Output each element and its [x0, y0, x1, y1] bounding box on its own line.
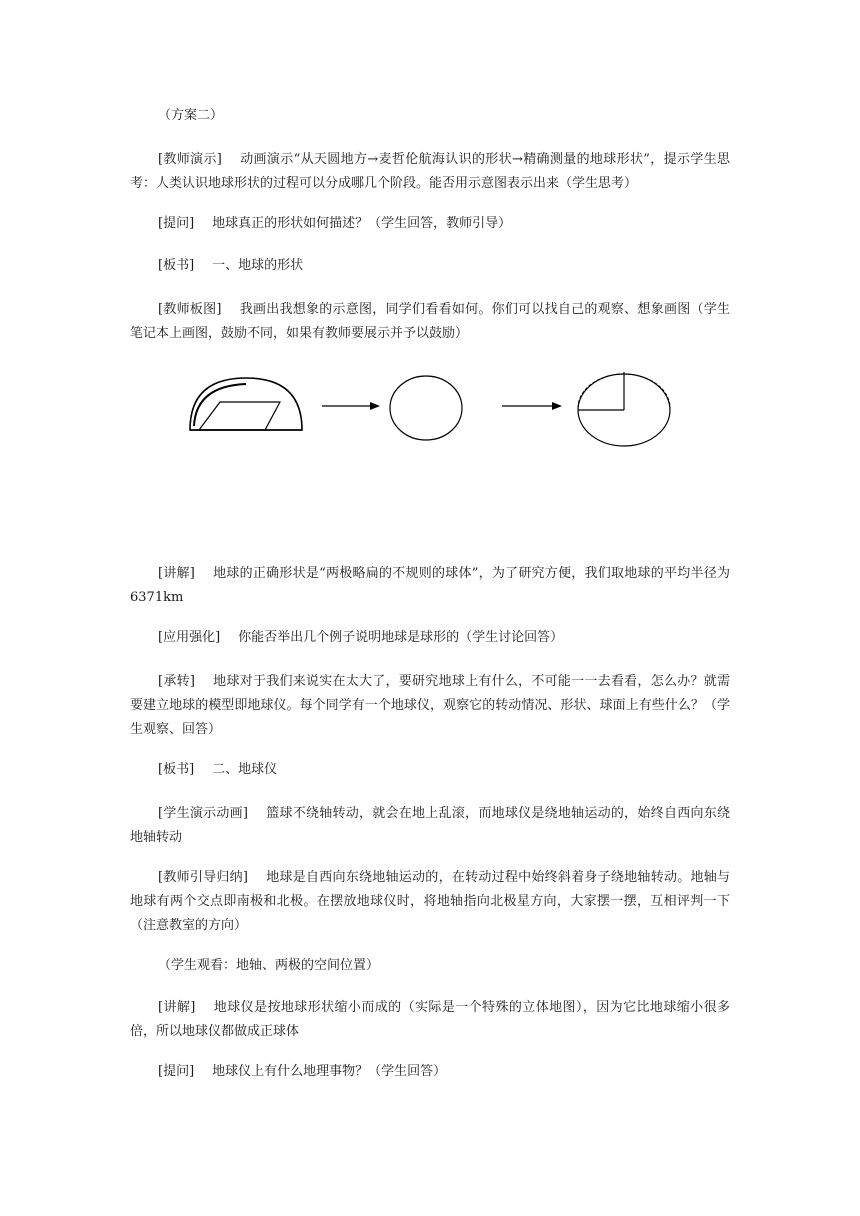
- paragraph-tag: [提问]: [158, 1064, 195, 1079]
- oblate-spheroid-shape: [578, 372, 670, 446]
- paragraph-tag: [板书]: [158, 258, 195, 273]
- paragraph-tag: [提问]: [158, 216, 195, 231]
- paragraph-text: 地球仪是按地球形状缩小而成的（实际是一个特殊的立体地图），因为它比地球缩小很多倍，所以地球仪都做成正球体: [130, 1000, 730, 1039]
- dome-shape: [190, 378, 302, 430]
- paragraph-student-demo: [130, 802, 730, 850]
- paragraph-plan-two: [130, 104, 730, 128]
- square-earth-shape: [199, 402, 280, 430]
- paragraph-tag: [承转]: [158, 674, 195, 689]
- paragraph-tag: [学生演示动画]: [158, 806, 248, 821]
- paragraph-text: 地球是自西向东绕地轴运动的，在转动过程中始终斜着身子绕地轴转动。地轴与地球有两个交点即南极和北极。在摆放地球仪时，将地轴指向北极星方向，大家摆一摆，互相评判一下（注意教室的方向）: [130, 870, 730, 933]
- paragraph-board-2: [130, 758, 730, 782]
- arrow-2: [502, 402, 562, 410]
- paragraph-text: （学生观看：地轴、两极的空间位置）: [158, 958, 380, 973]
- paragraph-text: 地球仪上有什么地理事物？（学生回答）: [212, 1064, 447, 1079]
- paragraph-tag: [应用强化]: [158, 630, 221, 645]
- paragraph-tag: [教师引导归纳]: [158, 870, 248, 885]
- paragraph-tag: [讲解]: [158, 566, 195, 581]
- paragraph-explain-1: [130, 562, 730, 610]
- paragraph-text: 二、地球仪: [212, 762, 278, 777]
- earth-shape-diagram: [180, 364, 680, 454]
- paragraph-question-1: [130, 212, 730, 236]
- paragraph-text: 地球真正的形状如何描述？（学生回答，教师引导）: [212, 216, 512, 231]
- paragraph-tag: [教师板图]: [158, 302, 222, 317]
- paragraph-text: 动画演示“从天圆地方→麦哲伦航海认识的形状→精确测量的地球形状”，提示学生思考：人类认识地球形状的过程可以分成哪几个阶段。能否用示意图表示出来（学生思考）: [130, 152, 731, 191]
- paragraph-application: [130, 626, 730, 650]
- paragraph-tag: [板书]: [158, 762, 195, 777]
- paragraph-text: 地球的正确形状是“两极略扁的不规则的球体”，为了研究方便，我们取地球的平均半径为6371km: [130, 566, 730, 605]
- paragraph-text: （方案二）: [158, 108, 224, 123]
- paragraph-explain-2: [130, 996, 730, 1044]
- arrow-1: [322, 402, 380, 410]
- paragraph-text: 地球对于我们来说实在太大了，要研究地球上有什么，不可能一一去看看，怎么办？就需要建立地球的模型即地球仪。每个同学有一个地球仪，观察它的转动情况、形状、球面上有些什么？（学生观察、回答）: [130, 674, 730, 737]
- paragraph-teacher-summary: [130, 866, 730, 938]
- paragraph-tag: [讲解]: [158, 1000, 196, 1015]
- paragraph-teacher-demo: [130, 148, 730, 196]
- paragraph-text: 篮球不绕轴转动，就会在地上乱滚，而地球仪是绕地轴运动的，始终自西向东绕地轴转动: [130, 806, 730, 845]
- ellipse-shape: [390, 376, 462, 440]
- paragraph-board-1: [130, 254, 730, 278]
- paragraph-text: 一、地球的形状: [212, 258, 304, 273]
- paragraph-question-2: [130, 1060, 730, 1084]
- paragraph-tag: [教师演示]: [158, 152, 222, 167]
- paragraph-teacher-drawing: [130, 298, 730, 346]
- paragraph-student-watch: [130, 954, 730, 978]
- paragraph-transition: [130, 670, 730, 742]
- paragraph-text: 我画出我想象的示意图，同学们看看如何。你们可以找自己的观察、想象画图（学生笔记本上画图，鼓励不同，如果有教师要展示并予以鼓励）: [130, 302, 730, 341]
- paragraph-text: 你能否举出几个例子说明地球是球形的（学生讨论回答）: [238, 630, 564, 645]
